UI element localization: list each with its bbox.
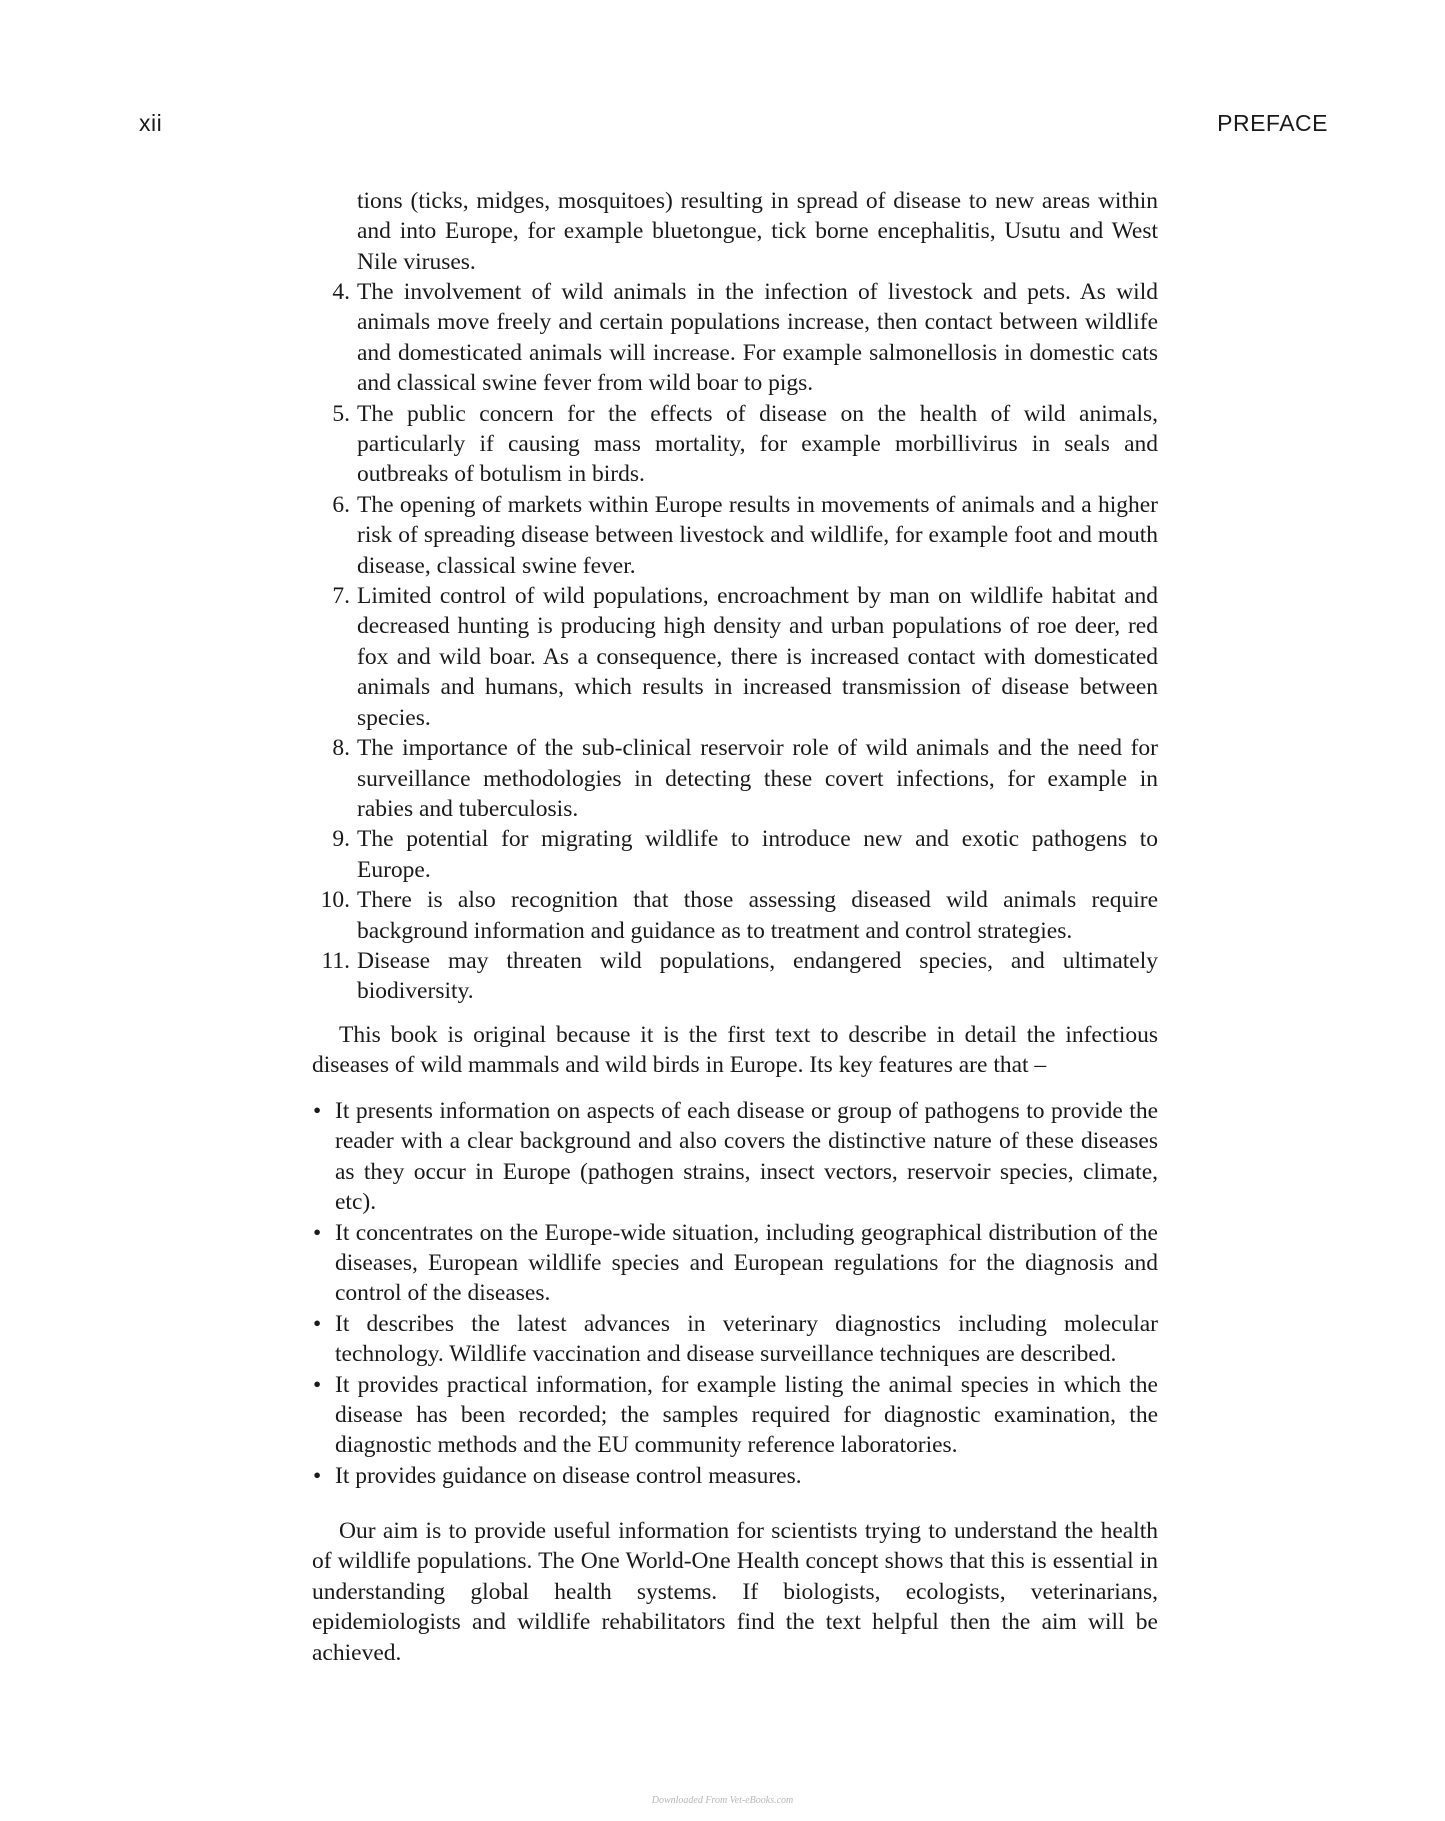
list-item (332, 399, 1158, 490)
bullet-icon: • (313, 1462, 322, 1489)
list-item (321, 946, 1158, 1007)
list-item-number: 4. (332, 279, 350, 305)
bullet-icon: • (313, 1098, 322, 1124)
list-item-text: The potential for migrating wildlife to introduce new and exotic pathogens to Europe. (357, 826, 1158, 883)
list-item-text: The involvement of wild animals in the infection of livestock and pets. As wild animals move freely and certain populations increase, then contact between wildlife and domesticated animals will increase. For example salmonellosis in domestic cats and classical swine fever from wild boar to pigs. (357, 279, 1158, 397)
numbered-list (320, 277, 1158, 1007)
continued-list-item-text: tions (ticks, midges, mosquitoes) resulting in spread of disease to new areas within and into Europe, for example bluetongue, tick borne encephalitis, Usutu and West Nile viruses. (357, 188, 1158, 275)
bullet-item (313, 1461, 1158, 1491)
list-item (332, 277, 1158, 399)
bullet-text: It provides practical information, for example listing the animal species in which the disease has been recorded; the samples required for diagnostic examination, the diagnostic methods and the EU community reference laboratories. (335, 1371, 1158, 1459)
bullet-icon: • (313, 1310, 322, 1337)
bullet-item (313, 1096, 1158, 1218)
page-number: xii (139, 110, 163, 136)
bullet-item (313, 1370, 1158, 1461)
key-features-list (313, 1096, 1158, 1491)
list-item-text: The opening of markets within Europe results in movements of animals and a higher risk of spreading disease between livestock and wildlife, for example foot and mouth disease, classical swine fever. (357, 491, 1158, 579)
running-title: PREFACE (1217, 110, 1328, 136)
intro-paragraph: This book is original because it is the first text to describe in detail the infectious diseases of wild mammals and wild birds in Europe. Its key features are that – (312, 1022, 1158, 1079)
list-item (332, 824, 1158, 885)
bullet-text: It describes the latest advances in veterinary diagnostics including molecular technology. Wildlife vaccination and disease surveillance techniques are described. (335, 1310, 1158, 1368)
list-item (332, 581, 1158, 733)
bullet-item (313, 1218, 1158, 1309)
list-item-number: 6. (332, 491, 350, 518)
list-item-text: The public concern for the effects of disease on the health of wild animals, particularly if causing mass mortality, for example morbillivirus in seals and outbreaks of botulism in birds. (357, 400, 1158, 488)
bullet-text: It provides guidance on disease control measures. (335, 1462, 802, 1489)
list-item-number: 10. (320, 887, 350, 914)
bullet-item (313, 1309, 1158, 1370)
list-item-number: 7. (332, 583, 350, 610)
list-item-number: 5. (332, 400, 350, 427)
list-item (320, 885, 1158, 946)
list-item-text: Disease may threaten wild populations, endangered species, and ultimately biodiversity. (357, 947, 1158, 1005)
download-watermark: Downloaded From Vet-eBooks.com (651, 1795, 794, 1806)
list-item-text: The importance of the sub-clinical reservoir role of wild animals and the need for surveillance methodologies in detecting these covert infections, for example in rabies and tuberculosis. (357, 735, 1158, 822)
bullet-text: It concentrates on the Europe-wide situation, including geographical distribution of the diseases, European wildlife species and European regulations for the diagnosis and control of the diseases. (335, 1219, 1158, 1307)
list-item (332, 733, 1158, 824)
list-item-number: 11. (321, 947, 350, 974)
list-item-number: 8. (332, 735, 350, 762)
list-item-number: 9. (332, 826, 350, 853)
list-item (332, 490, 1158, 581)
list-item-text: Limited control of wild populations, encroachment by man on wildlife habitat and decreased hunting is producing high density and urban populations of roe deer, red fox and wild boar. As a consequence, there is increased contact with domesticated animals and humans, which results in increased transmission of disease between species. (357, 583, 1158, 731)
bullet-text: It presents information on aspects of each disease or group of pathogens to provide the reader with a clear background and also covers the distinctive nature of these diseases as they occur in Europe (pathogen strains, insect vectors, reservoir species, climate, etc). (335, 1098, 1158, 1216)
bullet-icon: • (313, 1219, 322, 1246)
closing-paragraph: Our aim is to provide useful information for scientists trying to understand the health of wildlife populations. The One World-One Health concept shows that this is essential in understanding global health systems. If biologists, ecologists, veterinarians, epidemiologists and wildlife rehabilitators find the text helpful then the aim will be achieved. (312, 1518, 1158, 1666)
bullet-icon: • (313, 1371, 322, 1398)
list-item-text: There is also recognition that those assessing diseased wild animals require background information and guidance as to treatment and control strategies. (357, 887, 1158, 944)
